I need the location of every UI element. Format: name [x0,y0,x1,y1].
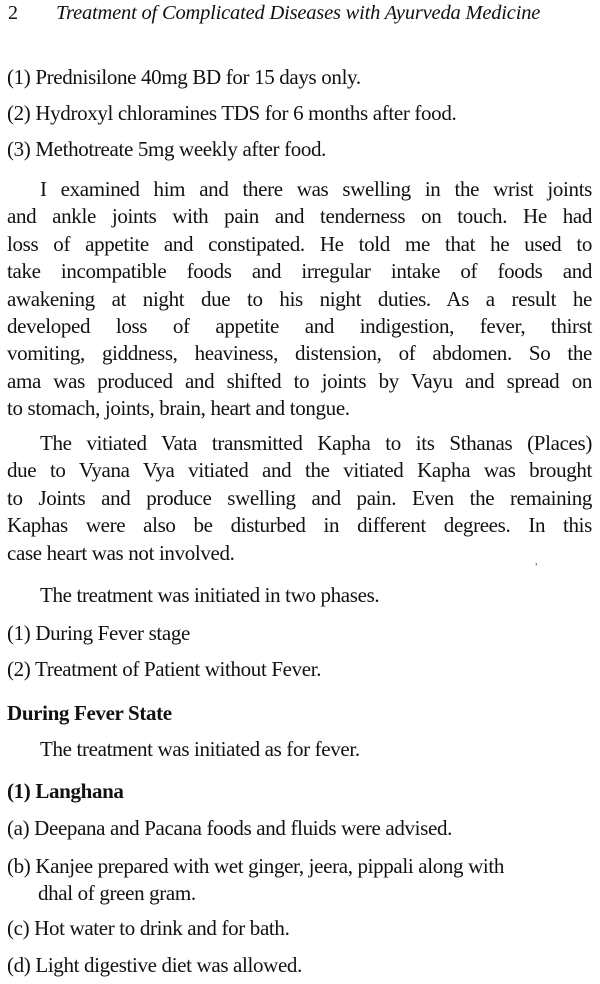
paragraph-line: The treatment was initiated in two phases. [40,583,380,607]
paragraph-line: to stomach, joints, brain, heart and tongue. [7,396,350,420]
langhana-item: (c) Hot water to drink and for bath. [7,916,290,940]
paragraph-line: take incompatible foods and irregular intake of foods and [7,259,592,283]
paragraph-line: loss of appetite and constipated. He told me that he used to [7,232,592,256]
paragraph-line: developed loss of appetite and indigestion, fever, thirst [7,314,592,338]
paragraph-line: awakening at night due to his night duties. As a result he [7,287,592,311]
langhana-item: (d) Light digestive diet was allowed. [7,953,302,977]
paragraph-line: vomiting, giddness, heaviness, distension, of abdomen. So the [7,341,592,365]
page-number: 2 [8,2,18,24]
paragraph-line: to Joints and produce swelling and pain. Even the remaining [7,486,592,510]
paragraph-line: due to Vyana Vya vitiated and the vitiated Kapha was brought [7,458,592,482]
medication-item: (1) Prednisilone 40mg BD for 15 days only. [7,65,361,89]
paragraph-line: I examined him and there was swelling in the wrist joints [40,177,592,201]
phase-item: (2) Treatment of Patient without Fever. [7,657,322,681]
langhana-item-continuation: dhal of green gram. [38,881,196,905]
phase-item: (1) During Fever stage [7,621,190,645]
paragraph-line: Kaphas were also be disturbed in different degrees. In this [7,513,592,537]
stray-print-mark: ʾ [534,562,539,577]
langhana-item: (b) Kanjee prepared with wet ginger, jeera, pippali along with [7,854,505,878]
page-header [8,2,598,32]
medication-item: (2) Hydroxyl chloramines TDS for 6 months after food. [7,101,457,125]
paragraph-line: case heart was not involved. [7,541,235,565]
paragraph-line: ama was produced and shifted to joints by Vayu and spread on [7,369,592,393]
subheading-langhana: (1) Langhana [7,779,124,803]
section-heading: During Fever State [7,701,172,725]
medication-item: (3) Methotreate 5mg weekly after food. [7,137,327,161]
paragraph-line: and ankle joints with pain and tenderness on touch. He had [7,204,592,228]
paragraph-line: The vitiated Vata transmitted Kapha to its Sthanas (Places) [40,431,592,455]
section-intro: The treatment was initiated as for fever. [40,737,360,761]
running-title: Treatment of Complicated Diseases with Ayurveda Medicine [56,2,541,24]
langhana-item: (a) Deepana and Pacana foods and fluids were advised. [7,816,453,840]
